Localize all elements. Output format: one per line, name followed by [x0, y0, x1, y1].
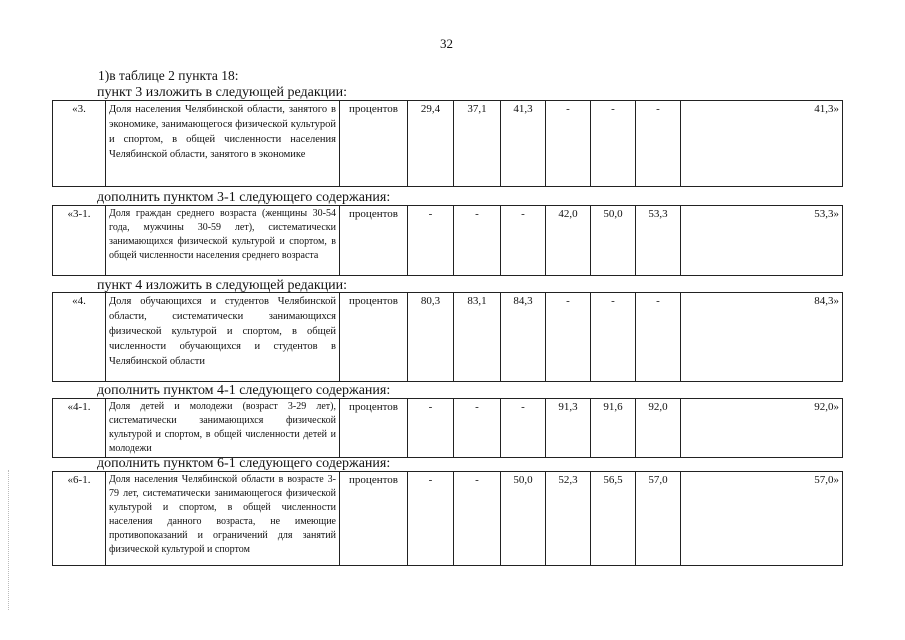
page-number: 32: [440, 36, 453, 51]
value-cell: 41,3: [501, 101, 546, 187]
value-cell: 50,0: [501, 472, 546, 566]
table-row: [53, 293, 843, 382]
section-caption: пункт 3 изложить в следующей редакции:: [97, 85, 347, 100]
final-value-cell: 84,3»: [681, 293, 843, 382]
value-cell: 50,0: [591, 206, 636, 276]
section-caption: дополнить пунктом 3-1 следующего содержания:: [97, 190, 391, 205]
value-cell: -: [591, 101, 636, 187]
value-cell: -: [408, 399, 454, 458]
table-row: [53, 472, 843, 566]
value-cell: -: [408, 206, 454, 276]
value-cell: 92,0: [636, 399, 681, 458]
table-row: [53, 206, 843, 276]
value-cell: -: [546, 101, 591, 187]
value-cell: -: [546, 293, 591, 382]
item-number: «4.: [53, 293, 106, 382]
final-value-cell: 41,3»: [681, 101, 843, 187]
item-number: «6-1.: [53, 472, 106, 566]
item-number: «3.: [53, 101, 106, 187]
value-cell: 53,3: [636, 206, 681, 276]
value-cell: -: [454, 399, 501, 458]
indicator-description: Доля детей и молодежи (возраст 3-29 лет), систематически занимающихся физической культурой и спортом, в общей численности детей и молодежи: [106, 399, 340, 458]
section-caption: дополнить пунктом 4-1 следующего содержания:: [97, 383, 391, 398]
value-cell: 91,3: [546, 399, 591, 458]
value-cell: -: [408, 472, 454, 566]
indicator-table: [52, 292, 843, 382]
indicator-description: Доля населения Челябинской области, занятого в экономике, занимающегося физической культурой и спортом, в общей численности населения Челябинской области, занятого в экономике: [106, 101, 340, 187]
value-cell: 80,3: [408, 293, 454, 382]
value-cell: -: [501, 399, 546, 458]
item-number: «3-1.: [53, 206, 106, 276]
value-cell: -: [636, 101, 681, 187]
value-cell: 91,6: [591, 399, 636, 458]
value-cell: -: [454, 472, 501, 566]
final-value-cell: 92,0»: [681, 399, 843, 458]
value-cell: -: [501, 206, 546, 276]
scan-margin-mark: [8, 470, 10, 610]
value-cell: 84,3: [501, 293, 546, 382]
value-cell: 52,3: [546, 472, 591, 566]
table-row: [53, 101, 843, 187]
intro-line: 1)в таблице 2 пункта 18:: [98, 68, 239, 83]
value-cell: -: [591, 293, 636, 382]
item-number: «4-1.: [53, 399, 106, 458]
table-row: [53, 399, 843, 458]
indicator-table: [52, 471, 843, 566]
value-cell: 57,0: [636, 472, 681, 566]
value-cell: 83,1: [454, 293, 501, 382]
value-cell: -: [454, 206, 501, 276]
unit-cell: процентов: [340, 206, 408, 276]
indicator-description: Доля населения Челябинской области в возрасте 3-79 лет, систематически занимающегося физической культурой и спортом, в общей численности населения данного возраста, не имеющие противопоказаний и ограничений для занятий физической культурой и спортом: [106, 472, 340, 566]
unit-cell: процентов: [340, 101, 408, 187]
indicator-description: Доля обучающихся и студентов Челябинской области, систематически занимающихся физической культурой и спортом, в общей численности обучающихся и студентов в Челябинской области: [106, 293, 340, 382]
unit-cell: процентов: [340, 472, 408, 566]
unit-cell: процентов: [340, 399, 408, 458]
final-value-cell: 53,3»: [681, 206, 843, 276]
final-value-cell: 57,0»: [681, 472, 843, 566]
value-cell: -: [636, 293, 681, 382]
indicator-table: [52, 398, 843, 458]
indicator-description: Доля граждан среднего возраста (женщины 30-54 года, мужчины 30-59 лет), систематически занимающихся физической культурой и спортом, в общей численности населения среднего возраста: [106, 206, 340, 276]
section-caption: дополнить пунктом 6-1 следующего содержания:: [97, 456, 391, 471]
value-cell: 29,4: [408, 101, 454, 187]
section-caption: пункт 4 изложить в следующей редакции:: [97, 278, 347, 293]
indicator-table: [52, 100, 843, 187]
value-cell: 37,1: [454, 101, 501, 187]
value-cell: 42,0: [546, 206, 591, 276]
unit-cell: процентов: [340, 293, 408, 382]
indicator-table: [52, 205, 843, 276]
value-cell: 56,5: [591, 472, 636, 566]
